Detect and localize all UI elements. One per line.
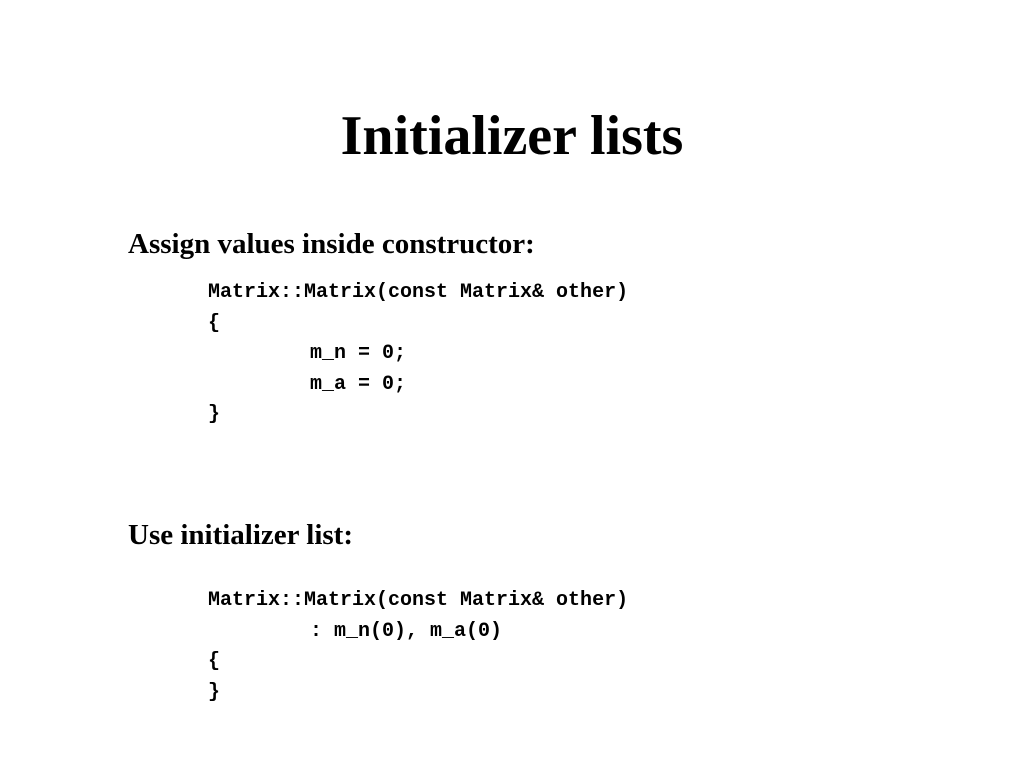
code-line: } (208, 403, 221, 426)
code-line: Matrix::Matrix(const Matrix& other) (208, 281, 629, 304)
code-line: { (208, 650, 221, 673)
code-line: m_n = 0; (310, 342, 407, 365)
section-heading-init-list: Use initializer list: (128, 519, 353, 551)
code-block-init-list (208, 586, 628, 708)
slide-title: Initializer lists (340, 105, 684, 167)
section-heading-assign: Assign values inside constructor: (128, 228, 535, 260)
code-line: Matrix::Matrix(const Matrix& other) (208, 589, 629, 612)
code-block-assign (208, 278, 628, 431)
code-line: m_a = 0; (310, 372, 407, 396)
code-line: : m_n(0), m_a(0) (310, 619, 503, 643)
code-line: { (208, 311, 221, 335)
code-line: } (208, 680, 221, 704)
